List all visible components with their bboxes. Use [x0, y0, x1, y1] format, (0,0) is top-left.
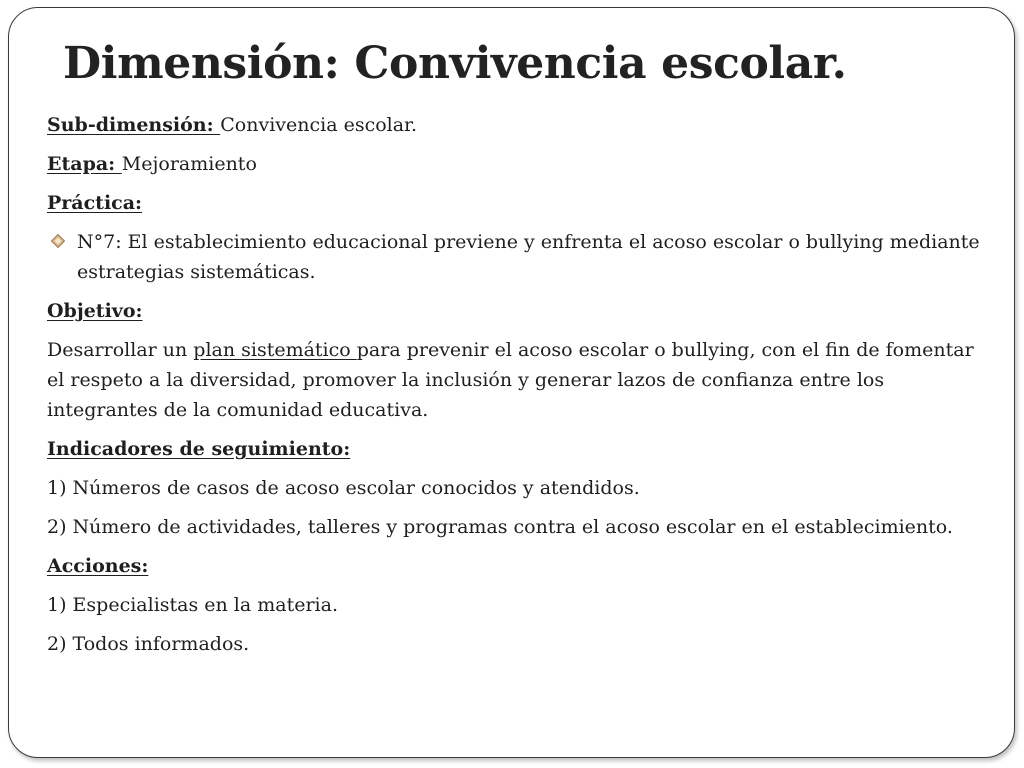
subdimension-row — [47, 110, 992, 140]
accion-item: 2) Todos informados. — [47, 633, 250, 655]
practica-row — [47, 188, 992, 218]
objetivo-text-before: Desarrollar un — [47, 339, 194, 361]
diamond-bullet-icon — [51, 234, 65, 248]
acciones-label: Acciones: — [47, 555, 149, 577]
etapa-value: Mejoramiento — [121, 153, 257, 175]
etapa-row — [47, 149, 992, 179]
acciones-row — [47, 551, 992, 581]
practica-bullet-text: N°7: El establecimiento educacional previene y enfrenta el acoso escolar o bullying mediante estrategias sistemáticas. — [77, 231, 980, 283]
indicador-item: 2) Número de actividades, talleres y programas contra el acoso escolar en el establecimiento. — [47, 516, 953, 538]
objetivo-text-underlined: plan sistemático — [193, 339, 357, 361]
slide-title: Dimensión: Convivencia escolar. — [63, 38, 847, 89]
practica-label: Práctica: — [47, 192, 143, 214]
indicadores-row — [47, 434, 992, 464]
etapa-label: Etapa: — [47, 153, 122, 175]
accion-item: 1) Especialistas en la materia. — [47, 594, 338, 616]
practica-bullet-item — [47, 227, 992, 287]
objetivo-text-after: para prevenir el acoso escolar o bullying, con el fin de fomentar el respeto a la diversidad, promover la inclusión y generar lazos de confianza entre los integrantes de la comunidad educativa. — [47, 339, 974, 421]
slide-content — [47, 110, 992, 668]
subdimension-label: Sub-dimensión: — [47, 114, 221, 136]
indicadores-label: Indicadores de seguimiento: — [47, 438, 351, 460]
subdimension-value: Convivencia escolar. — [220, 114, 418, 136]
objetivo-label: Objetivo: — [47, 300, 143, 322]
objetivo-row — [47, 296, 992, 326]
objetivo-text — [47, 335, 992, 425]
indicador-item: 1) Números de casos de acoso escolar conocidos y atendidos. — [47, 477, 640, 499]
